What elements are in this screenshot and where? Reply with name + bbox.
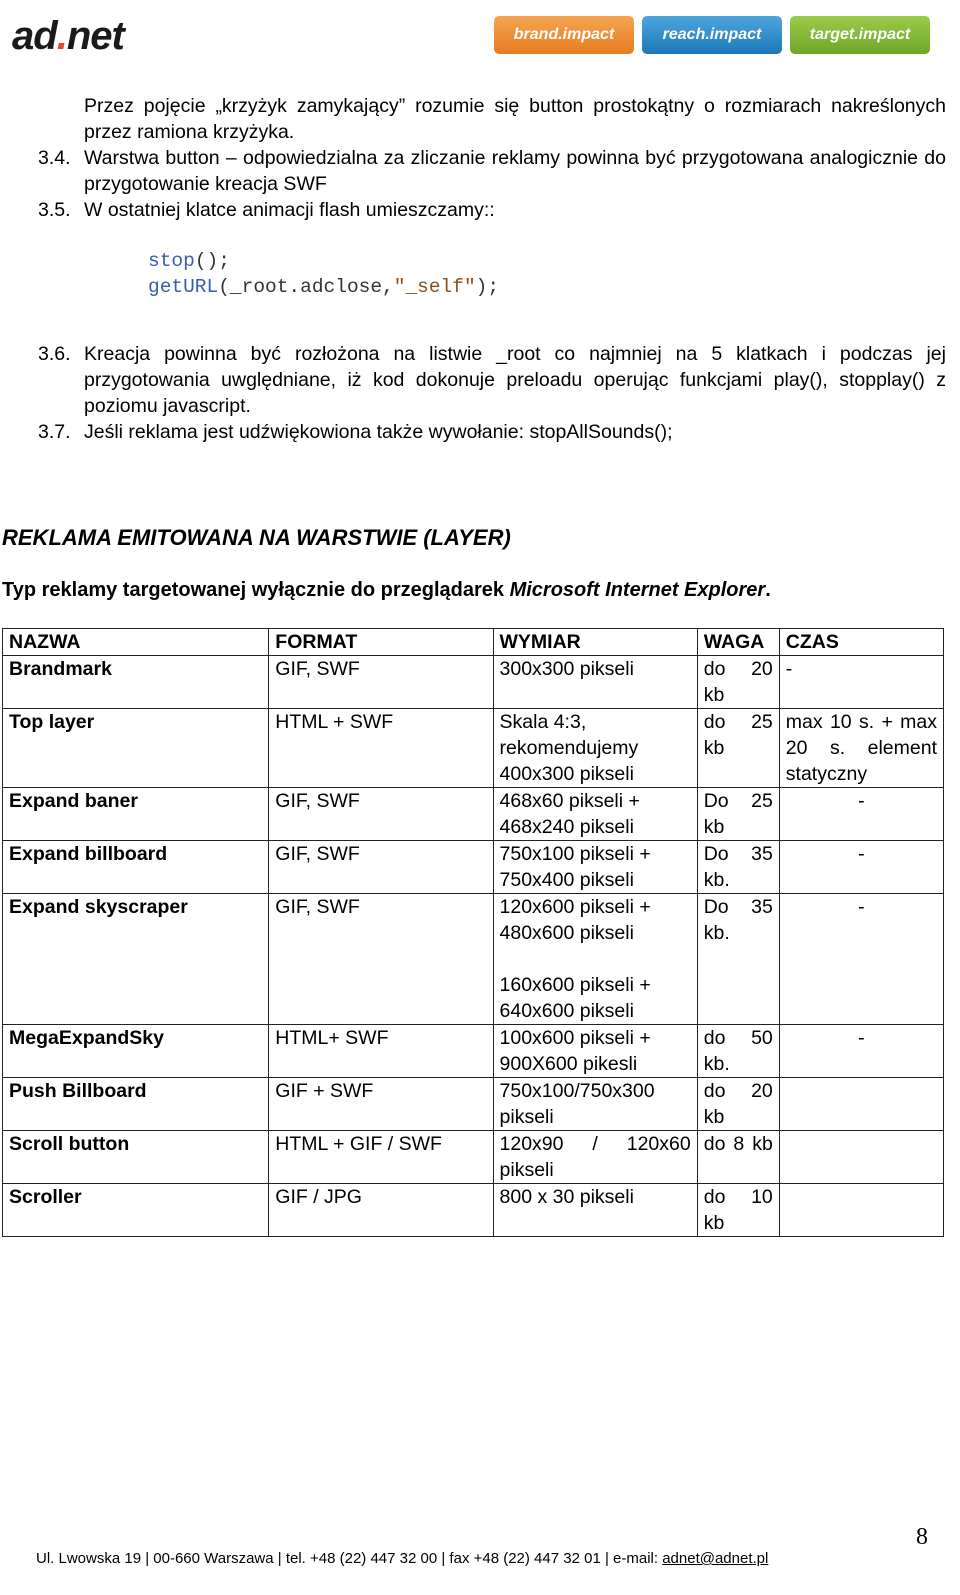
code-line-geturl: getURL(_root.adclose,"_self"); — [148, 276, 500, 298]
item-number: 3.7. — [38, 421, 71, 443]
cell-czas — [779, 1078, 943, 1131]
item-text: Warstwa button – odpowiedzialna za zliczanie reklamy powinna być przygotowana analogicznie do przygotowanie kreacja SWF — [84, 147, 946, 195]
item-number: 3.5. — [38, 199, 71, 221]
cell-waga: do 20 kb — [697, 656, 779, 709]
cell-waga: Do 35 kb. — [697, 841, 779, 894]
cell-dims: 100x600 pikseli + 900X600 pikesli — [493, 1025, 697, 1078]
item-text: Kreacja powinna być rozłożona na listwie _root co najmniej na 5 klatkach i podczas jej przygotowania uwględniane, iż kod dokonuje preloadu operując funkcjami play(), stopplay() z poziomu javascript. — [84, 343, 946, 417]
cell-waga: do 20 kb — [697, 1078, 779, 1131]
cell-czas — [779, 1184, 943, 1237]
dims-line: 120x600 pikseli + 480x600 pikseli — [499, 896, 651, 944]
cell-dims: 468x60 pikseli + 468x240 pikseli — [493, 788, 697, 841]
cell-format: GIF, SWF — [269, 656, 493, 709]
table-row — [3, 894, 944, 1025]
cell-waga: Do 35 kb. — [697, 894, 779, 1025]
cell-waga: do 50 kb. — [697, 1025, 779, 1078]
cell-dims: 300x300 pikseli — [493, 656, 697, 709]
cell-czas: - — [779, 894, 943, 1025]
section-subtitle: Typ reklamy targetowanej wyłącznie do przeglądarek Microsoft Internet Explorer. — [2, 579, 771, 601]
cell-name: Scroll button — [3, 1131, 269, 1184]
table-row — [3, 1131, 944, 1184]
page-header — [0, 0, 960, 66]
brand-impact-button[interactable]: brand.impact — [494, 16, 634, 54]
table-row — [3, 1184, 944, 1237]
cell-name: Scroller — [3, 1184, 269, 1237]
item-text: W ostatniej klatce animacji flash umieszczamy:: — [84, 199, 495, 221]
brand-buttons — [494, 16, 930, 54]
email-link[interactable]: adnet@adnet.pl — [662, 1550, 769, 1567]
item-number: 3.6. — [38, 343, 71, 365]
cell-name: Expand baner — [3, 788, 269, 841]
code-line-stop: stop(); — [148, 250, 230, 272]
paragraph-close-button: Przez pojęcie „krzyżyk zamykający” rozumie się button prostokątny o rozmiarach nakreślonych przez ramiona krzyżyka. — [84, 95, 946, 143]
target-impact-button[interactable]: target.impact — [790, 16, 930, 54]
cell-czas: - — [779, 841, 943, 894]
table-row — [3, 709, 944, 788]
cell-format: HTML + GIF / SWF — [269, 1131, 493, 1184]
cell-name: MegaExpandSky — [3, 1025, 269, 1078]
section-title: REKLAMA EMITOWANA NA WARSTWIE (LAYER) — [2, 525, 511, 550]
cell-dims — [493, 894, 697, 1025]
column-header-wymiar: WYMIAR — [493, 629, 697, 656]
cell-name: Brandmark — [3, 656, 269, 709]
table-row — [3, 788, 944, 841]
item-text: Jeśli reklama jest udźwiękowiona także wywołanie: stopAllSounds(); — [84, 421, 673, 443]
cell-waga: Do 25 kb — [697, 788, 779, 841]
cell-format: GIF, SWF — [269, 841, 493, 894]
column-header-format: FORMAT — [269, 629, 493, 656]
cell-name: Top layer — [3, 709, 269, 788]
page-number: 8 — [916, 1524, 928, 1550]
cell-format: GIF, SWF — [269, 894, 493, 1025]
cell-format: HTML+ SWF — [269, 1025, 493, 1078]
table-row — [3, 1025, 944, 1078]
cell-waga: do 25 kb — [697, 709, 779, 788]
cell-format: GIF / JPG — [269, 1184, 493, 1237]
adnet-logo: ad.net — [12, 14, 124, 58]
table-header-row — [3, 629, 944, 656]
item-number: 3.4. — [38, 147, 71, 169]
cell-czas: - — [779, 1025, 943, 1078]
cell-dims: 120x90 / 120x60 pikseli — [493, 1131, 697, 1184]
cell-czas: max 10 s. + max 20 s. element statyczny — [779, 709, 943, 788]
cell-format: GIF + SWF — [269, 1078, 493, 1131]
cell-czas: - — [779, 788, 943, 841]
cell-waga: do 10 kb — [697, 1184, 779, 1237]
cell-name: Push Billboard — [3, 1078, 269, 1131]
cell-dims: 800 x 30 pikseli — [493, 1184, 697, 1237]
page-footer: Ul. Lwowska 19 | 00-660 Warszawa | tel. +48 (22) 447 32 00 | fax +48 (22) 447 32 01 | e-mail: adnet@adnet.pl — [36, 1550, 769, 1567]
table-row — [3, 841, 944, 894]
cell-czas: - — [779, 656, 943, 709]
table-row — [3, 656, 944, 709]
cell-dims: Skala 4:3, rekomendujemy 400x300 pikseli — [493, 709, 697, 788]
column-header-czas: CZAS — [779, 629, 943, 656]
dims-line: 160x600 pikseli + 640x600 pikseli — [499, 974, 651, 1022]
column-header-waga: WAGA — [697, 629, 779, 656]
cell-dims: 750x100 pikseli + 750x400 pikseli — [493, 841, 697, 894]
cell-dims: 750x100/750x300 pikseli — [493, 1078, 697, 1131]
cell-czas — [779, 1131, 943, 1184]
cell-name: Expand skyscraper — [3, 894, 269, 1025]
cell-format: GIF, SWF — [269, 788, 493, 841]
table-row — [3, 1078, 944, 1131]
column-header-nazwa: NAZWA — [3, 629, 269, 656]
cell-format: HTML + SWF — [269, 709, 493, 788]
cell-waga: do 8 kb — [697, 1131, 779, 1184]
cell-name: Expand billboard — [3, 841, 269, 894]
reach-impact-button[interactable]: reach.impact — [642, 16, 782, 54]
ad-format-table — [2, 628, 944, 1237]
